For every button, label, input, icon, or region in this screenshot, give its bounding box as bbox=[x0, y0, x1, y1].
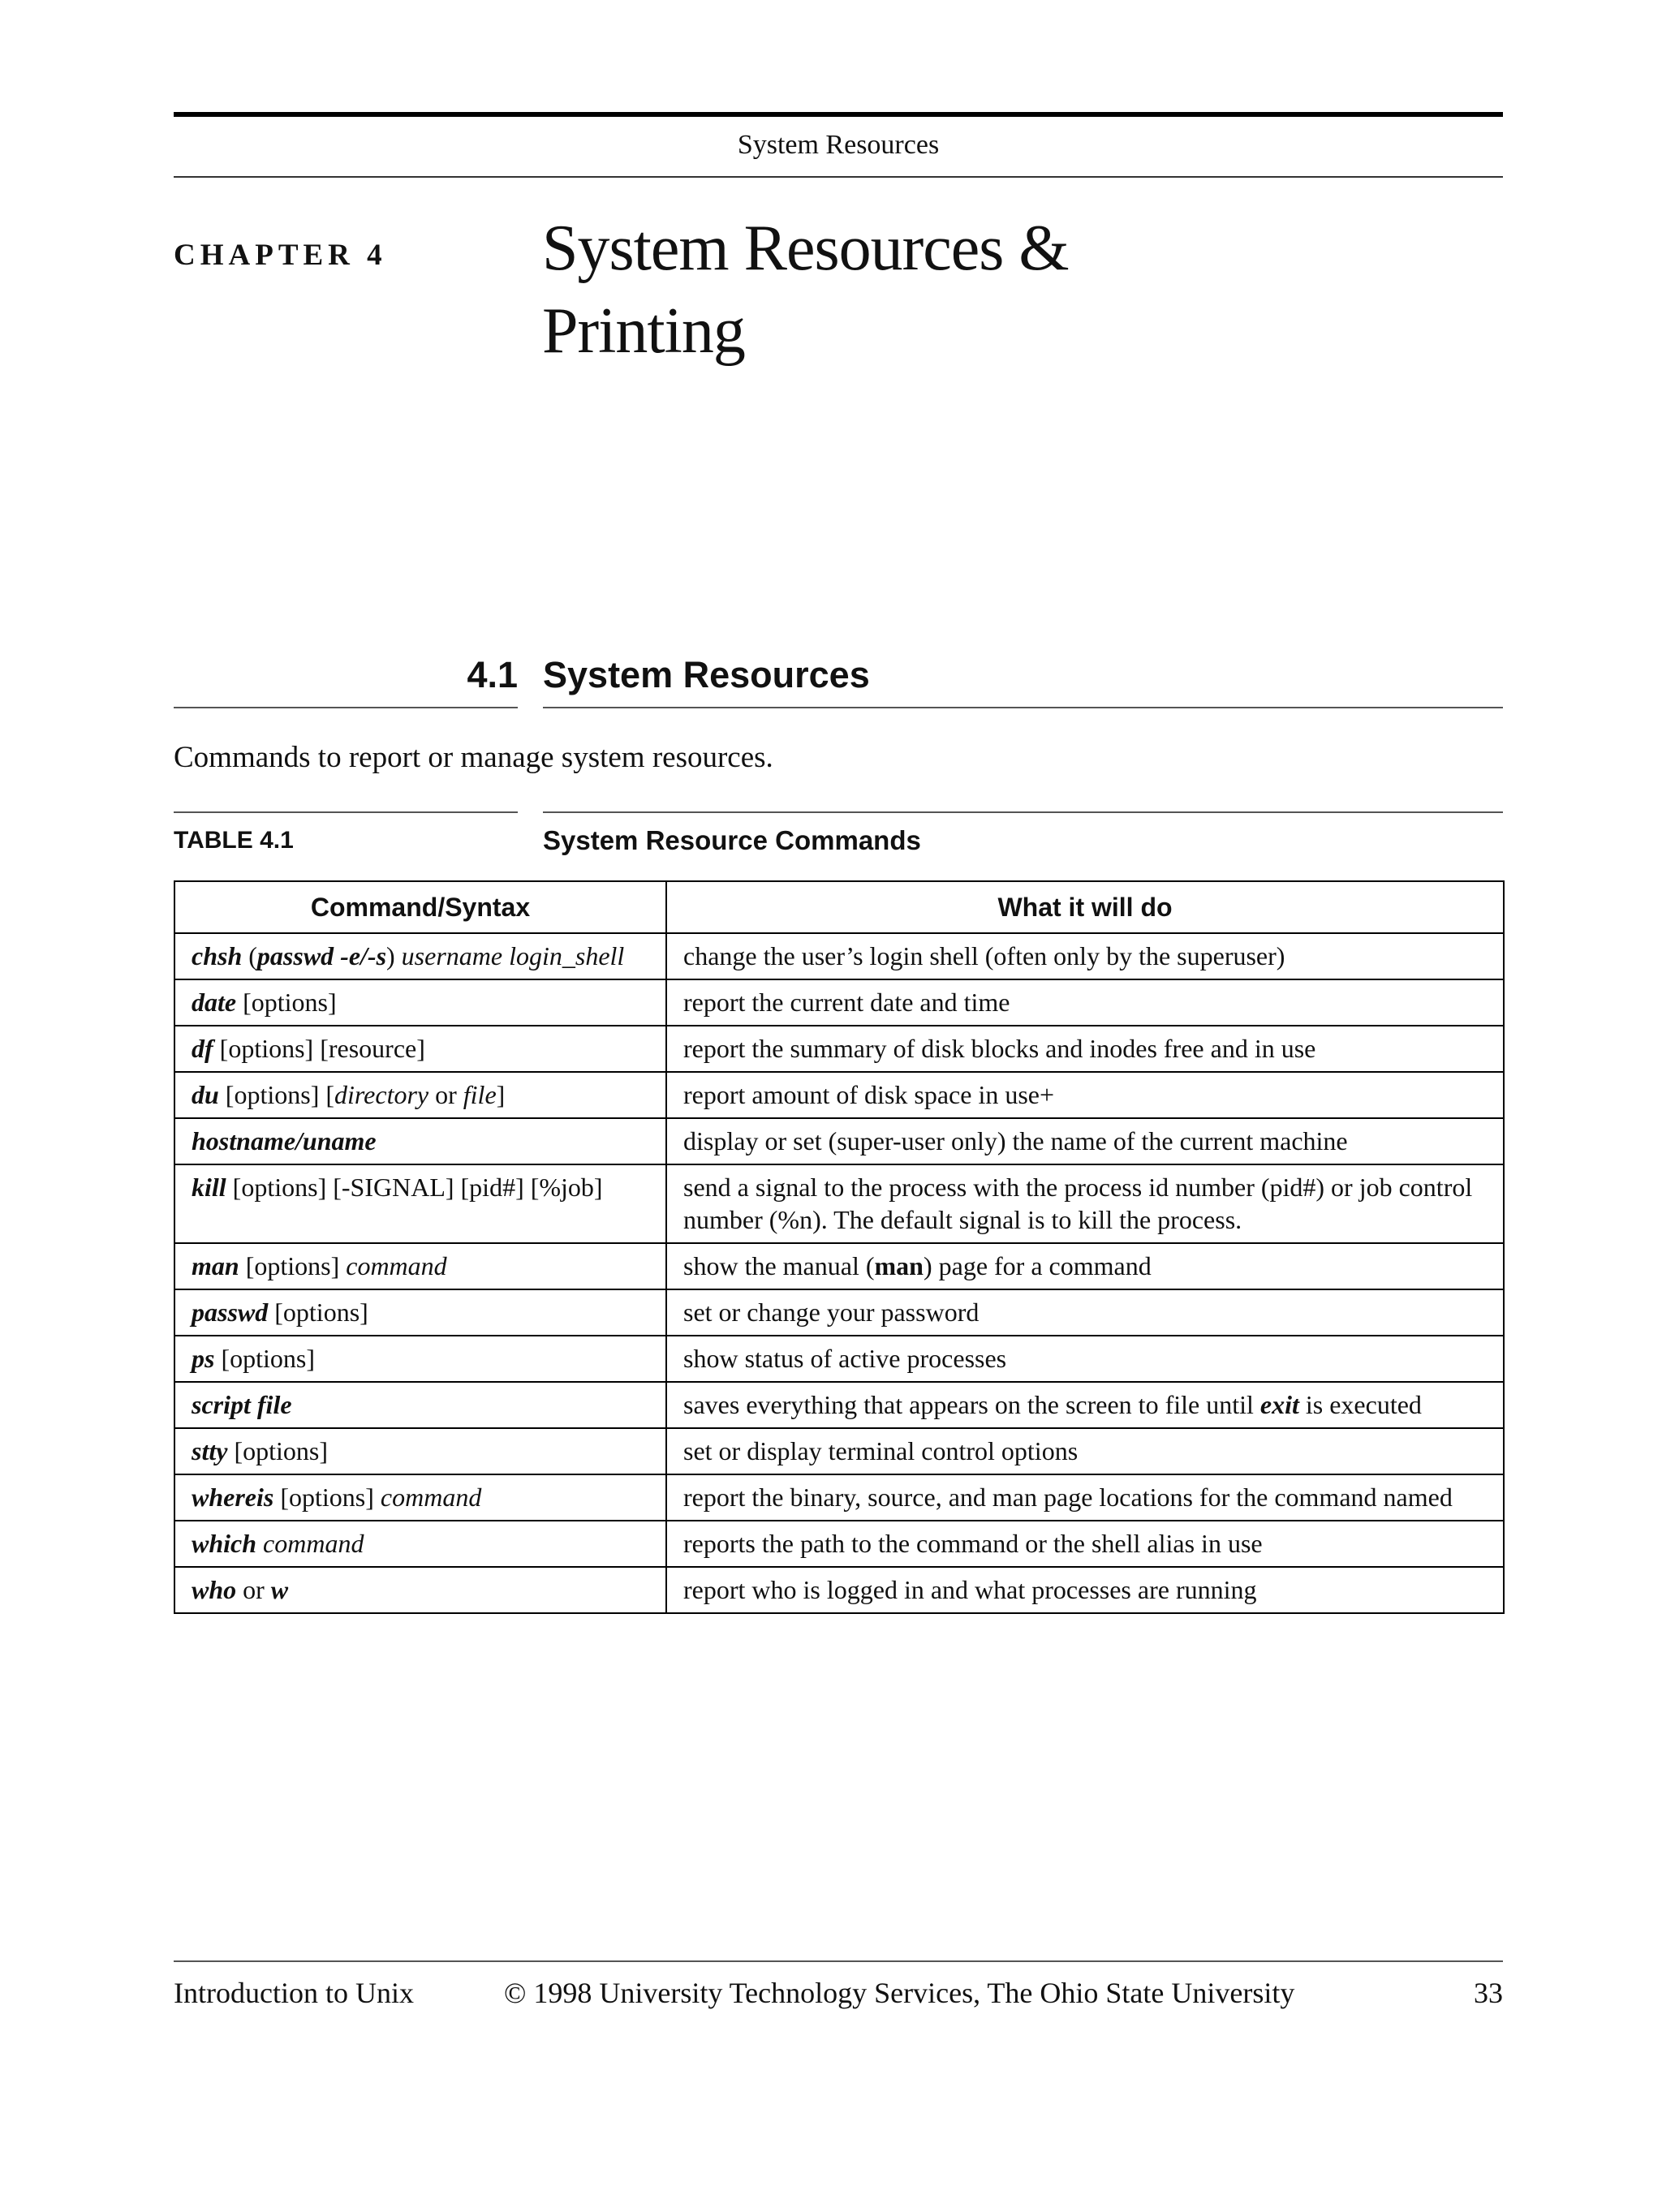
table-caption: System Resource Commands bbox=[543, 825, 921, 855]
text-segment: show status of active processes bbox=[683, 1344, 1007, 1373]
text-segment: [options] [resource] bbox=[213, 1034, 425, 1063]
command-description-cell bbox=[666, 1567, 1504, 1613]
command-description-cell bbox=[666, 1243, 1504, 1289]
chapter-label: CHAPTER 4 bbox=[174, 239, 387, 272]
text-segment: set or change your password bbox=[683, 1298, 980, 1327]
command-syntax-cell bbox=[174, 1118, 666, 1164]
text-segment: man bbox=[192, 1251, 239, 1280]
command-syntax-cell bbox=[174, 1289, 666, 1336]
table-rule-right bbox=[543, 811, 1503, 813]
command-description-cell bbox=[666, 1164, 1504, 1243]
table-row bbox=[174, 979, 1504, 1026]
text-segment: kill bbox=[192, 1173, 226, 1202]
footer-rule bbox=[174, 1960, 1503, 1962]
command-syntax-cell bbox=[174, 1382, 666, 1428]
table-row bbox=[174, 1336, 1504, 1382]
text-segment: change the user’s login shell (often only by the superuser) bbox=[683, 941, 1285, 970]
text-segment: show the manual ( bbox=[683, 1251, 875, 1280]
text-segment: script file bbox=[192, 1390, 292, 1419]
text-segment: command bbox=[256, 1529, 364, 1558]
text-segment: w bbox=[270, 1575, 289, 1604]
text-segment: saves everything that appears on the screen to file until bbox=[683, 1390, 1260, 1419]
table-row bbox=[174, 1164, 1504, 1243]
command-description-cell bbox=[666, 933, 1504, 979]
command-syntax-cell bbox=[174, 1026, 666, 1072]
section-title: System Resources bbox=[543, 654, 870, 695]
text-segment: report the summary of disk blocks and inodes free and in use bbox=[683, 1034, 1316, 1063]
command-syntax-cell bbox=[174, 1474, 666, 1521]
text-segment: directory bbox=[334, 1080, 429, 1109]
section-number: 4.1 bbox=[467, 654, 518, 695]
text-segment: which bbox=[192, 1529, 257, 1558]
command-syntax-cell bbox=[174, 933, 666, 979]
text-segment: [options] bbox=[273, 1483, 381, 1512]
text-segment: whereis bbox=[192, 1483, 274, 1512]
table-row bbox=[174, 1474, 1504, 1521]
table-row bbox=[174, 1026, 1504, 1072]
text-segment: ) bbox=[386, 941, 402, 970]
footer-copyright: © 1998 University Technology Services, The Ohio State University bbox=[504, 1977, 1295, 2009]
text-segment: chsh bbox=[192, 941, 243, 970]
top-rule bbox=[174, 112, 1503, 117]
table-row bbox=[174, 1382, 1504, 1428]
section-intro: Commands to report or manage system resources. bbox=[174, 741, 773, 774]
table-row bbox=[174, 1072, 1504, 1118]
text-segment: or bbox=[236, 1575, 271, 1604]
text-segment: set or display terminal control options bbox=[683, 1436, 1079, 1465]
command-description-cell bbox=[666, 1474, 1504, 1521]
command-description-cell bbox=[666, 1118, 1504, 1164]
table-rule-left bbox=[174, 811, 518, 813]
command-table bbox=[174, 880, 1505, 1614]
text-segment: du bbox=[192, 1080, 219, 1109]
table-header-row bbox=[174, 881, 1504, 933]
command-description-cell bbox=[666, 1072, 1504, 1118]
text-segment: [options] [ bbox=[218, 1080, 334, 1109]
command-syntax-cell bbox=[174, 1521, 666, 1567]
text-segment: date bbox=[192, 988, 237, 1017]
running-header: System Resources bbox=[737, 130, 940, 160]
header-what-it-will-do: What it will do bbox=[666, 881, 1504, 933]
text-segment: is executed bbox=[1298, 1390, 1422, 1419]
table-row bbox=[174, 1521, 1504, 1567]
text-segment: command bbox=[346, 1251, 447, 1280]
command-description-cell bbox=[666, 1382, 1504, 1428]
text-segment: send a signal to the process with the process id number (pid#) or job control number (%n). The default signal is to kill the process. bbox=[683, 1173, 1473, 1234]
text-segment: ] bbox=[496, 1080, 506, 1109]
text-segment: passwd bbox=[192, 1298, 269, 1327]
text-segment: [options] bbox=[268, 1298, 368, 1327]
section-rule-right bbox=[543, 707, 1503, 708]
text-segment: df bbox=[192, 1034, 213, 1063]
header-rule bbox=[174, 176, 1503, 178]
command-description-cell bbox=[666, 979, 1504, 1026]
text-segment: ( bbox=[242, 941, 257, 970]
section-rule-left bbox=[174, 707, 518, 708]
table-row bbox=[174, 1243, 1504, 1289]
footer-book-title: Introduction to Unix bbox=[174, 1977, 414, 2009]
text-segment: report who is logged in and what processes are running bbox=[683, 1575, 1257, 1604]
command-description-cell bbox=[666, 1026, 1504, 1072]
command-syntax-cell bbox=[174, 1243, 666, 1289]
text-segment: ps bbox=[192, 1344, 215, 1373]
chapter-title-line-2: Printing bbox=[542, 295, 745, 367]
text-segment: report amount of disk space in use+ bbox=[683, 1080, 1055, 1109]
command-syntax-cell bbox=[174, 1164, 666, 1243]
text-segment: report the binary, source, and man page locations for the command named bbox=[683, 1483, 1453, 1512]
page-number: 33 bbox=[1474, 1977, 1503, 2009]
text-segment: stty bbox=[192, 1436, 228, 1465]
command-description-cell bbox=[666, 1289, 1504, 1336]
text-segment: [options] bbox=[239, 1251, 347, 1280]
text-segment: command bbox=[380, 1483, 482, 1512]
command-syntax-cell bbox=[174, 1336, 666, 1382]
text-segment: ) page for a command bbox=[923, 1251, 1152, 1280]
command-description-cell bbox=[666, 1428, 1504, 1474]
table-row bbox=[174, 1289, 1504, 1336]
text-segment: exit bbox=[1259, 1390, 1299, 1419]
table-body bbox=[174, 933, 1504, 1613]
table-row bbox=[174, 933, 1504, 979]
text-segment: who bbox=[192, 1575, 237, 1604]
text-segment: file bbox=[463, 1080, 497, 1109]
table-row bbox=[174, 1567, 1504, 1613]
chapter-title-line-1: System Resources & bbox=[542, 213, 1069, 284]
text-segment: or bbox=[428, 1080, 463, 1109]
text-segment: [options] [-SIGNAL] [pid#] [%job] bbox=[226, 1173, 603, 1202]
command-syntax-cell bbox=[174, 979, 666, 1026]
command-description-cell bbox=[666, 1336, 1504, 1382]
chapter-title bbox=[542, 207, 1069, 372]
text-segment: man bbox=[874, 1251, 924, 1280]
text-segment: display or set (super-user only) the name of the current machine bbox=[683, 1126, 1348, 1155]
command-syntax-cell bbox=[174, 1072, 666, 1118]
text-segment: [options] bbox=[214, 1344, 315, 1373]
command-syntax-cell bbox=[174, 1428, 666, 1474]
table-label: TABLE 4.1 bbox=[174, 827, 294, 854]
header-command-syntax: Command/Syntax bbox=[174, 881, 666, 933]
text-segment: username login_shell bbox=[401, 941, 625, 970]
table-row bbox=[174, 1428, 1504, 1474]
table-row bbox=[174, 1118, 1504, 1164]
text-segment: report the current date and time bbox=[683, 988, 1010, 1017]
text-segment: passwd -e/-s bbox=[256, 941, 387, 970]
text-segment: [options] bbox=[227, 1436, 328, 1465]
text-segment: [options] bbox=[236, 988, 337, 1017]
command-syntax-cell bbox=[174, 1567, 666, 1613]
text-segment: reports the path to the command or the shell alias in use bbox=[683, 1529, 1263, 1558]
command-description-cell bbox=[666, 1521, 1504, 1567]
text-segment: hostname/uname bbox=[192, 1126, 377, 1155]
